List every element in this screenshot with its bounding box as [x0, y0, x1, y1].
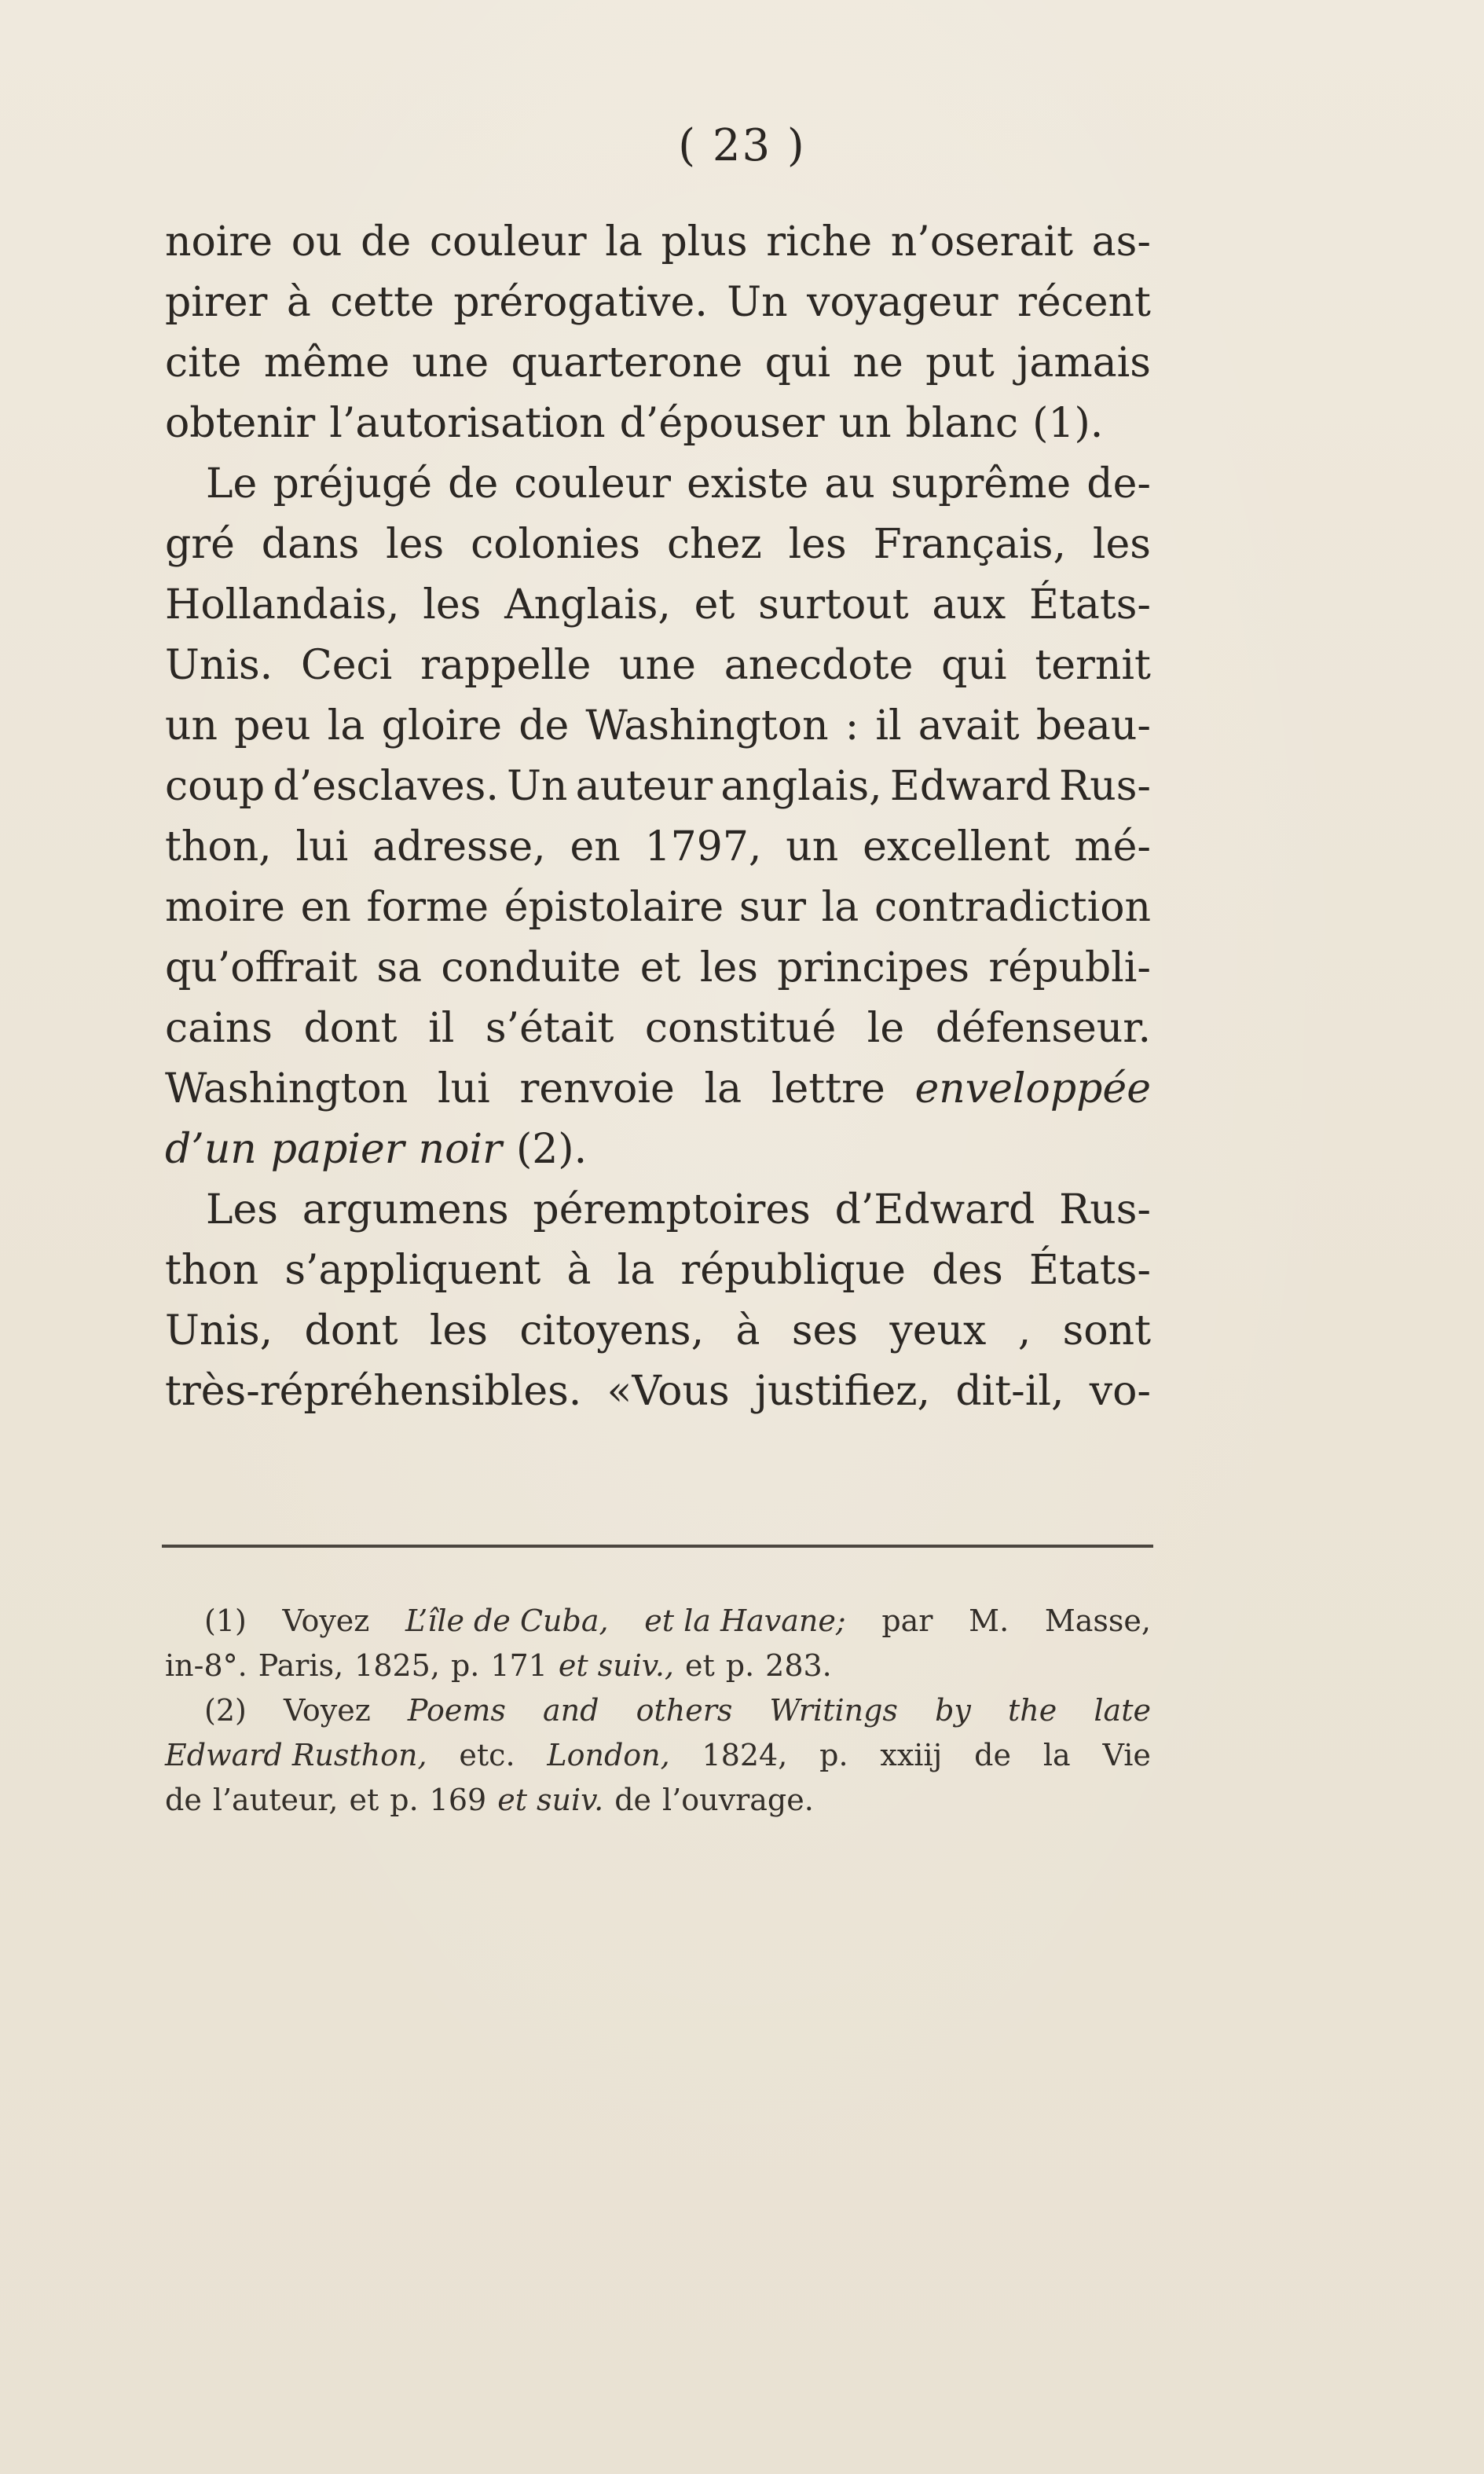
body-text-word: contradiction	[874, 884, 1151, 931]
body-text-line	[165, 273, 1151, 333]
body-text-word: conduite	[441, 944, 621, 991]
body-text-word: récent	[1017, 279, 1151, 326]
body-text-word: défenseur.	[935, 1005, 1151, 1052]
body-text-word: États-	[1028, 581, 1151, 629]
body-text-word: cette	[330, 279, 434, 326]
footnote-word: et suiv.,	[558, 1648, 674, 1683]
body-text-word: d’épouser	[619, 400, 825, 447]
footnote-word: Writings	[769, 1693, 898, 1728]
body-text-word: «Vous	[606, 1368, 730, 1415]
body-text-line	[165, 1362, 1151, 1422]
page-number: ( 23 )	[678, 120, 806, 171]
body-text-word: Le	[206, 460, 258, 508]
footnote-word: 171	[490, 1648, 548, 1683]
footnote-word: Paris,	[258, 1648, 344, 1683]
body-text-word: de	[518, 702, 570, 750]
body-text-word: existe	[687, 460, 809, 508]
body-text-word: les	[699, 944, 758, 991]
footnote-word: London,	[547, 1738, 670, 1772]
body-text-word: coup	[165, 763, 266, 810]
footnote-word: 1824,	[702, 1738, 788, 1772]
body-text-word: voyageur	[807, 279, 998, 326]
body-text-line	[165, 757, 1151, 817]
footnote-word: p.	[390, 1783, 419, 1817]
body-text-word: les	[423, 581, 482, 629]
body-text-word: épistolaire	[504, 884, 724, 931]
body-text-word: vo-	[1089, 1368, 1151, 1415]
body-text-word: surtout	[758, 581, 909, 629]
footnote-word: 169	[429, 1783, 487, 1817]
body-text-word: lettre	[771, 1065, 885, 1112]
body-text-word: anecdote	[724, 642, 914, 689]
body-text-word: les	[788, 521, 847, 568]
body-text-word: la	[617, 1247, 655, 1294]
body-text-word: blanc	[905, 400, 1019, 447]
footnote-word: the	[1008, 1693, 1057, 1728]
footnote-line	[165, 1733, 1151, 1778]
body-text-line	[165, 878, 1151, 938]
body-text-word: auteur	[575, 763, 713, 810]
body-text-word: adresse,	[372, 823, 546, 870]
footnote-line	[165, 1778, 1151, 1823]
body-text-word: des	[932, 1247, 1003, 1294]
footnote-word: Poems	[407, 1693, 506, 1728]
body-text-line	[165, 1301, 1151, 1362]
body-text-word: mé-	[1074, 823, 1151, 870]
body-text-word: à	[566, 1247, 592, 1294]
body-text-word: peu	[234, 702, 311, 750]
body-text-line	[165, 1120, 1151, 1180]
body-text-word: il	[428, 1005, 455, 1052]
body-text-word: plus	[661, 218, 748, 266]
body-text-word: ternit	[1035, 642, 1151, 689]
body-text-word: préjugé	[273, 460, 433, 508]
body-text-word: un	[165, 702, 218, 750]
body-text-line	[165, 696, 1151, 757]
body-text-word: yeux	[889, 1307, 987, 1354]
footnote-word: L’île de Cuba,	[405, 1604, 609, 1638]
body-text-word: Un	[727, 279, 788, 326]
body-text-line	[165, 1180, 1151, 1241]
body-text-word: (2).	[515, 1126, 588, 1173]
body-text-word: moire	[165, 884, 285, 931]
body-text-word: rappelle	[420, 642, 592, 689]
body-text-word: dont	[304, 1307, 398, 1354]
footnote-word: late	[1094, 1693, 1151, 1728]
body-text-word: une	[412, 339, 489, 387]
body-text-word: de	[361, 218, 412, 266]
footnote-word: Edward Rusthon,	[165, 1738, 427, 1772]
body-text-word: d’Edward	[834, 1186, 1035, 1233]
body-text-word: en	[570, 823, 621, 870]
body-text-word: en	[300, 884, 351, 931]
body-text-word: excellent	[863, 823, 1050, 870]
body-text-word: citoyens,	[519, 1307, 705, 1354]
body-text-word: Un	[507, 763, 568, 810]
body-text-line	[165, 454, 1151, 515]
body-text-line	[165, 575, 1151, 636]
footnote-word: etc.	[459, 1738, 515, 1772]
body-text-word: anglais,	[720, 763, 882, 810]
body-text-word: colonies	[471, 521, 641, 568]
body-text-word: sur	[738, 884, 806, 931]
body-text-word: ses	[791, 1307, 859, 1354]
footnote-word: l’ouvrage.	[662, 1783, 814, 1817]
body-text-word: républi-	[988, 944, 1151, 991]
footnote-line	[165, 1599, 1151, 1644]
body-text-word: qui	[941, 642, 1007, 689]
body-text-word: la	[704, 1065, 742, 1112]
body-text-line	[165, 636, 1151, 696]
body-text-line	[165, 999, 1151, 1059]
body-text-word: argumens	[302, 1186, 509, 1233]
footnote-word: and	[543, 1693, 599, 1728]
footnote-word: Voyez	[283, 1693, 371, 1728]
body-text-word: les	[429, 1307, 488, 1354]
footnote-word: de	[165, 1783, 202, 1817]
body-text-word: très-répréhensibles.	[165, 1368, 582, 1415]
body-text-word: au	[824, 460, 875, 508]
body-text-word: lui	[295, 823, 349, 870]
body-text-word: principes	[777, 944, 970, 991]
body-text-word: chez	[666, 521, 762, 568]
body-text-word: l’autorisation	[329, 400, 606, 447]
body-text-word: il	[875, 702, 902, 750]
body-text-word: dit-il,	[955, 1368, 1064, 1415]
body-text-line	[165, 938, 1151, 999]
footnote-word: p.	[450, 1648, 480, 1683]
body-text-word: les	[1092, 521, 1151, 568]
footnote-word: et	[349, 1783, 379, 1817]
body-text-word: beau-	[1035, 702, 1151, 750]
footnote-word: Voyez	[282, 1604, 370, 1638]
body-text-word: la	[605, 218, 643, 266]
body-text-word: même	[263, 339, 390, 387]
body-text-word: prérogative.	[453, 279, 708, 326]
body-text-word: obtenir	[165, 400, 316, 447]
body-text-line	[165, 1241, 1151, 1301]
footnote-word: et	[684, 1648, 715, 1683]
body-text-word: de-	[1086, 460, 1151, 508]
body-text-word: thon,	[165, 823, 272, 870]
body-text-word: Washington	[585, 702, 829, 750]
body-text-word: sont	[1062, 1307, 1151, 1354]
body-text-word: as-	[1091, 218, 1151, 266]
body-text-word: gré	[165, 521, 235, 568]
body-text-word: le	[867, 1005, 905, 1052]
body-text-line	[165, 1059, 1151, 1120]
body-text-word: et	[694, 581, 735, 629]
body-text-word: dont	[303, 1005, 398, 1052]
body-text-word: Rus-	[1059, 1186, 1151, 1233]
footnote-word: Vie	[1102, 1738, 1151, 1772]
footnote-word: M.	[969, 1604, 1009, 1638]
body-text-word: pirer	[165, 279, 268, 326]
body-text-word: couleur	[514, 460, 672, 508]
body-text-word: forme	[366, 884, 489, 931]
body-text-word: à	[735, 1307, 760, 1354]
footnote-word: par	[881, 1604, 933, 1638]
body-text-word: suprême	[890, 460, 1072, 508]
body-text-word: et	[639, 944, 681, 991]
body-text-line	[165, 394, 1151, 454]
body-text-word: n’oserait	[890, 218, 1073, 266]
body-text-word: ,	[1017, 1307, 1031, 1354]
footnote-word: p.	[725, 1648, 755, 1683]
footnote-separator-rule	[162, 1545, 1153, 1548]
footnote-word: (1)	[204, 1604, 247, 1638]
footnote-word: la	[1042, 1738, 1071, 1772]
body-text-word: péremptoires	[533, 1186, 811, 1233]
body-text-word: s’était	[485, 1005, 614, 1052]
body-text-word: la	[821, 884, 859, 931]
body-text-word: couleur	[429, 218, 587, 266]
body-text-word: ou	[291, 218, 343, 266]
body-text-word: Les	[206, 1186, 278, 1233]
footnote-word: et la Havane;	[644, 1604, 846, 1638]
body-text-word: avait	[918, 702, 1020, 750]
body-text-word: Hollandais,	[165, 581, 400, 629]
footnote-word: others	[636, 1693, 733, 1728]
body-text-word: d’un	[165, 1126, 257, 1173]
footnotes	[165, 1599, 1151, 1823]
body-text-word: 1797,	[644, 823, 762, 870]
body-text-word: :	[845, 702, 859, 750]
body-text-line	[165, 817, 1151, 878]
body-text-word: enveloppée	[914, 1065, 1151, 1112]
body-text-word: un	[838, 400, 892, 447]
footnote-word: de	[974, 1738, 1011, 1772]
footnote-word: (2)	[204, 1693, 247, 1728]
body-text-word: Ceci	[300, 642, 393, 689]
body-text-word: noir	[418, 1126, 502, 1173]
body-text-word: dans	[261, 521, 360, 568]
body-text-word: d’esclaves.	[273, 763, 499, 810]
body-text-word: qu’offrait	[165, 944, 357, 991]
body-text-line	[165, 333, 1151, 394]
footnote-word: 283.	[765, 1648, 832, 1683]
footnote-word: l’auteur,	[212, 1783, 339, 1817]
body-text-word: Rus-	[1059, 763, 1151, 810]
body-text-word: Unis,	[165, 1307, 273, 1354]
body-text-word: qui	[764, 339, 831, 387]
footnote-line	[165, 1644, 1151, 1688]
main-text	[165, 212, 1151, 1422]
body-text-word: de	[448, 460, 499, 508]
body-text-word: noire	[165, 218, 273, 266]
body-text-word: à	[286, 279, 311, 326]
body-text-word: riche	[766, 218, 873, 266]
footnote-word: et suiv.	[497, 1783, 604, 1817]
body-text-word: aux	[932, 581, 1006, 629]
body-text-word: sa	[376, 944, 423, 991]
body-text-word: quarterone	[511, 339, 743, 387]
footnote-word: Masse,	[1044, 1604, 1151, 1638]
body-text-word: cains	[165, 1005, 273, 1052]
body-text-word: Unis.	[165, 642, 273, 689]
body-text-word: Anglais,	[504, 581, 671, 629]
body-text-word: thon	[165, 1247, 259, 1294]
body-text-word: république	[680, 1247, 906, 1294]
body-text-word: papier	[270, 1126, 405, 1173]
footnote-word: by	[935, 1693, 971, 1728]
body-text-word: lui	[437, 1065, 490, 1112]
body-text-word: (1).	[1032, 400, 1104, 447]
footnote-word: 1825,	[354, 1648, 440, 1683]
body-text-word: Français,	[873, 521, 1066, 568]
footnote-line	[165, 1688, 1151, 1733]
body-text-word: jamais	[1017, 339, 1151, 387]
footnote-word: p.	[819, 1738, 848, 1772]
body-text-line	[165, 515, 1151, 575]
footnote-word: in-8°.	[165, 1648, 247, 1683]
footnote-word: de	[614, 1783, 652, 1817]
footnote-word: xxiij	[880, 1738, 943, 1772]
body-text-word: put	[925, 339, 995, 387]
body-text-word: justifiez,	[754, 1368, 931, 1415]
body-text-word: une	[619, 642, 696, 689]
body-text-word: Edward	[889, 763, 1051, 810]
body-text-word: les	[386, 521, 445, 568]
body-text-word: la	[327, 702, 365, 750]
body-text-word: Washington	[165, 1065, 409, 1112]
body-text-word: renvoie	[519, 1065, 675, 1112]
body-text-word: un	[786, 823, 839, 870]
body-text-word: ne	[852, 339, 903, 387]
body-text-word: États-	[1028, 1247, 1151, 1294]
body-text-word: s’appliquent	[284, 1247, 541, 1294]
body-text-line	[165, 212, 1151, 273]
body-text-word: gloire	[381, 702, 503, 750]
body-text-word: constitué	[644, 1005, 837, 1052]
body-text-word: cite	[165, 339, 242, 387]
